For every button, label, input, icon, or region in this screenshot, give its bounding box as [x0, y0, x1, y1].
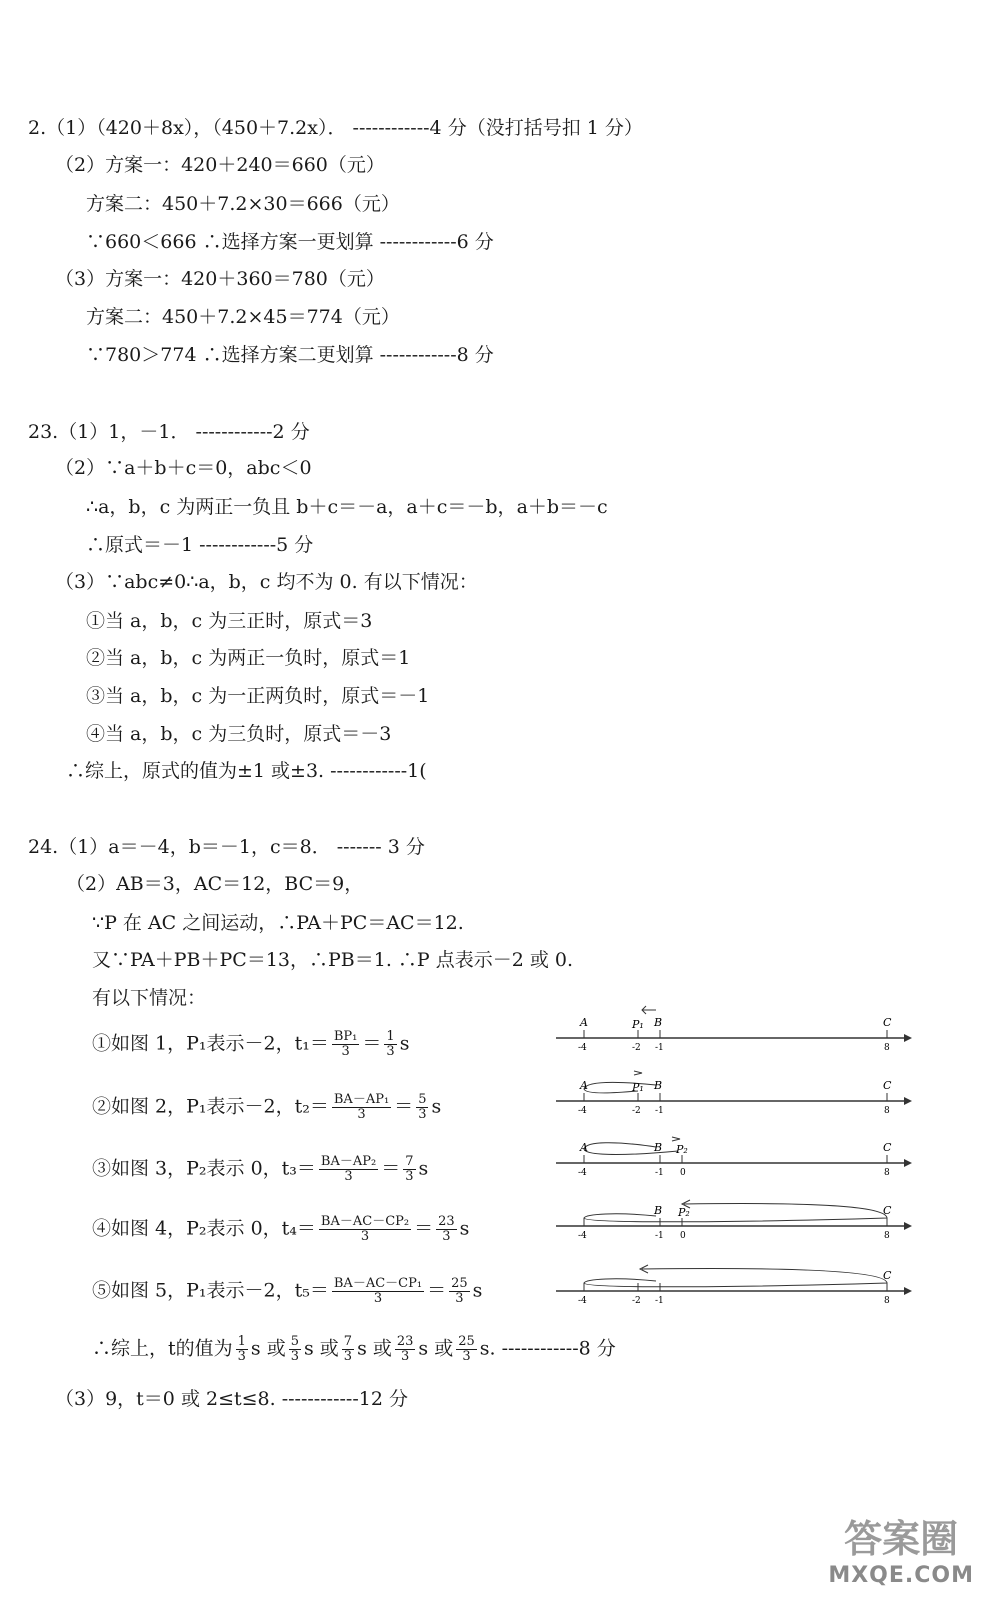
- svg-text:B: B: [654, 1204, 663, 1217]
- q22-line4: ∵660＜666 ∴选择方案一更划算 ------------6 分: [86, 231, 494, 253]
- svg-text:A: A: [580, 1079, 588, 1092]
- svg-text:8: 8: [884, 1231, 890, 1241]
- site-logo: 答案圈 MXQE.COM: [828, 1517, 974, 1588]
- svg-text:B: B: [654, 1079, 663, 1092]
- figure-5: [556, 1263, 921, 1307]
- fraction: $\frac{\text{BP₁}}{3}$: [333, 1029, 358, 1059]
- svg-text:8: 8: [884, 1106, 890, 1116]
- svg-text:B: B: [654, 1141, 663, 1154]
- q24-line5: 有以下情况：: [92, 987, 207, 1009]
- svg-text:-4: -4: [578, 1168, 587, 1178]
- svg-text:-4: -4: [578, 1296, 587, 1306]
- svg-text:-1: -1: [655, 1043, 664, 1053]
- q24-line2: （2）AB＝3，AC＝12，BC＝9，: [66, 873, 364, 895]
- q23-line1: 23.（1）1，－1． ------------2 分: [28, 421, 310, 443]
- q24-case-2: ②如图 2，P₁表示－2，t₂＝ $\frac{\text{BA－AP₁}}{3}$ ＝ $\frac{5}{3}$ s: [92, 1092, 442, 1122]
- fraction: $\frac{1}{3}$: [386, 1029, 395, 1059]
- svg-text:-1: -1: [655, 1106, 664, 1116]
- fraction: $\frac{\text{BA－AP₂}}{3}$: [320, 1154, 377, 1184]
- svg-text:8: 8: [884, 1043, 890, 1053]
- svg-text:-1: -1: [655, 1231, 664, 1241]
- figure-3: [556, 1135, 921, 1179]
- q24-line4: 又∵PA＋PB＋PC＝13，∴PB＝1. ∴P 点表示－2 或 0.: [92, 949, 574, 971]
- q24-part3: （3）9，t＝0 或 2≤t≤8. ------------12 分: [55, 1388, 408, 1410]
- fraction: $\frac{5}{3}$: [418, 1092, 427, 1122]
- fraction: $\frac{\text{BA－AP₁}}{3}$: [333, 1092, 390, 1122]
- q23-line8: ③当 a，b，c 为一正两负时，原式＝－1: [86, 685, 430, 707]
- svg-text:-1: -1: [655, 1296, 664, 1306]
- svg-text:0: 0: [680, 1168, 686, 1178]
- fraction: $\frac{\text{BA－AC－CP₂}}{3}$: [320, 1214, 410, 1244]
- q22-line5: （3）方案一：420＋360＝780（元）: [55, 268, 385, 290]
- q22-line3: 方案二：450＋7.2×30＝666（元）: [86, 193, 400, 215]
- q24-case-4: ④如图 4，P₂表示 0，t₄＝ $\frac{\text{BA－AC－CP₂}}{3}$ ＝ $\frac{23}{3}$ s: [92, 1214, 470, 1244]
- svg-text:C: C: [883, 1204, 892, 1217]
- q23-line2: （2）∵a＋b＋c＝0，abc＜0: [55, 457, 312, 479]
- svg-text:C: C: [883, 1269, 892, 1282]
- svg-text:P₂: P₂: [676, 1143, 688, 1156]
- svg-text:-2: -2: [632, 1106, 641, 1116]
- svg-text:0: 0: [680, 1231, 686, 1241]
- svg-text:-2: -2: [632, 1043, 641, 1053]
- svg-text:P₁: P₁: [632, 1018, 644, 1031]
- fraction: $\frac{\text{BA－AC－CP₁}}{3}$: [333, 1276, 423, 1306]
- svg-text:C: C: [883, 1016, 892, 1029]
- fraction: $\frac{23}{3}$: [438, 1214, 455, 1244]
- q23-line6: ①当 a，b，c 为三正时，原式＝3: [86, 610, 373, 632]
- svg-text:-1: -1: [655, 1168, 664, 1178]
- q22-line7: ∵780＞774 ∴选择方案二更划算 ------------8 分: [86, 344, 494, 366]
- svg-text:C: C: [883, 1079, 892, 1092]
- svg-text:B: B: [654, 1016, 663, 1029]
- svg-text:A: A: [580, 1016, 588, 1029]
- q23-line10: ∴综上，原式的值为±1 或±3. ------------1(: [66, 760, 427, 782]
- q24-case-5: ⑤如图 5，P₁表示－2，t₅＝ $\frac{\text{BA－AC－CP₁}}{3}$ ＝ $\frac{25}{3}$ s: [92, 1276, 483, 1306]
- q23-line4: ∴原式＝－1 ------------5 分: [86, 534, 314, 556]
- q24-case-1: ①如图 1，P₁表示－2，t₁＝ $\frac{\text{BP₁}}{3}$ ＝ $\frac{1}{3}$ s: [92, 1029, 410, 1059]
- figure-4: [556, 1198, 921, 1242]
- q24-line3: ∵P 在 AC 之间运动，∴PA＋PC＝AC＝12.: [92, 912, 464, 934]
- figure-2: [556, 1073, 921, 1117]
- q23-line3: ∴a，b，c 为两正一负且 b＋c＝－a，a＋c＝－b，a＋b＝－c: [86, 496, 608, 518]
- svg-text:C: C: [883, 1141, 892, 1154]
- q24-case-3: ③如图 3，P₂表示 0，t₃＝ $\frac{\text{BA－AP₂}}{3}$ ＝ $\frac{7}{3}$ s: [92, 1154, 429, 1184]
- svg-text:P₁: P₁: [632, 1081, 644, 1094]
- svg-text:-4: -4: [578, 1231, 587, 1241]
- fraction: $\frac{25}{3}$: [451, 1276, 468, 1306]
- q23-line9: ④当 a，b，c 为三负时，原式＝－3: [86, 723, 392, 745]
- q24-line1: 24.（1）a＝－4，b＝－1，c＝8． ------- 3 分: [28, 836, 425, 858]
- q23-line5: （3）∵abc≠0∴a，b，c 均不为 0. 有以下情况：: [55, 571, 478, 593]
- svg-text:P₂: P₂: [678, 1206, 690, 1219]
- q23-line7: ②当 a，b，c 为两正一负时，原式＝1: [86, 647, 411, 669]
- svg-text:-2: -2: [632, 1296, 641, 1306]
- svg-text:-4: -4: [578, 1043, 587, 1053]
- svg-text:A: A: [580, 1141, 588, 1154]
- svg-text:8: 8: [884, 1168, 890, 1178]
- figure-1: [556, 1010, 921, 1054]
- q22-line6: 方案二：450＋7.2×45＝774（元）: [86, 306, 400, 328]
- fraction: $\frac{7}{3}$: [405, 1154, 414, 1184]
- svg-text:-4: -4: [578, 1106, 587, 1116]
- q24-summary: ∴综上，t的值为 $\frac{1}{3}$ s 或 $\frac{5}{3}$ s 或 $\frac{7}{3}$ s 或 $\frac{23}{3}$ s 或 $\frac{25}{3}$ s. ------------8 分: [92, 1334, 616, 1364]
- q22-line2: （2）方案一：420＋240＝660（元）: [55, 154, 385, 176]
- svg-text:8: 8: [884, 1296, 890, 1306]
- q22-line1: 2.（1）（420＋8x），（450＋7.2x）． ------------4 分（没打括号扣 1 分）: [28, 117, 643, 139]
